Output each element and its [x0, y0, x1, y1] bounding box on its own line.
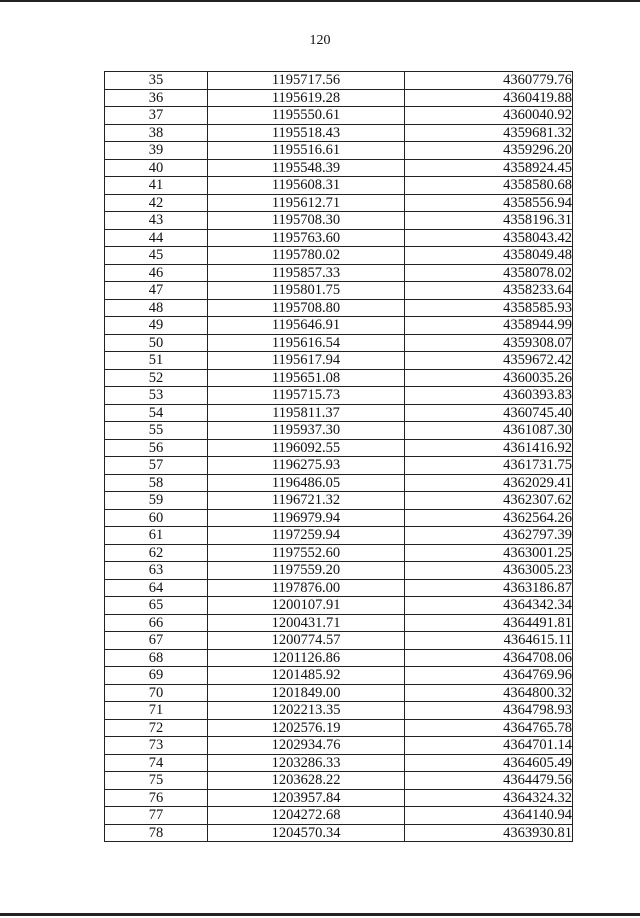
- y-coordinate-cell: 4362564.26: [405, 509, 573, 527]
- table-row: [105, 229, 573, 247]
- table-row: [105, 492, 573, 510]
- point-number-cell: 58: [105, 474, 208, 492]
- y-coordinate-cell: 4363005.23: [405, 562, 573, 580]
- x-coordinate-cell: 1203286.33: [208, 754, 405, 772]
- top-border: [0, 0, 640, 2]
- y-coordinate-cell: 4358944.99: [405, 317, 573, 335]
- point-number-cell: 61: [105, 527, 208, 545]
- table-row: [105, 439, 573, 457]
- point-number-cell: 46: [105, 264, 208, 282]
- table-row: [105, 789, 573, 807]
- y-coordinate-cell: 4359681.32: [405, 124, 573, 142]
- table-row: [105, 737, 573, 755]
- table-row: [105, 369, 573, 387]
- table-row: [105, 702, 573, 720]
- point-number-cell: 45: [105, 247, 208, 265]
- y-coordinate-cell: 4361731.75: [405, 457, 573, 475]
- x-coordinate-cell: 1201126.86: [208, 649, 405, 667]
- y-coordinate-cell: 4358580.68: [405, 177, 573, 195]
- point-number-cell: 65: [105, 597, 208, 615]
- x-coordinate-cell: 1195708.80: [208, 299, 405, 317]
- x-coordinate-cell: 1196721.32: [208, 492, 405, 510]
- table-row: [105, 317, 573, 335]
- point-number-cell: 63: [105, 562, 208, 580]
- point-number-cell: 35: [105, 72, 208, 90]
- table-row: [105, 544, 573, 562]
- y-coordinate-cell: 4362307.62: [405, 492, 573, 510]
- table-row: [105, 334, 573, 352]
- point-number-cell: 37: [105, 107, 208, 125]
- x-coordinate-cell: 1200774.57: [208, 632, 405, 650]
- table-row: [105, 247, 573, 265]
- x-coordinate-cell: 1195516.61: [208, 142, 405, 160]
- x-coordinate-cell: 1195811.37: [208, 404, 405, 422]
- y-coordinate-cell: 4364769.96: [405, 667, 573, 685]
- x-coordinate-cell: 1195646.91: [208, 317, 405, 335]
- point-number-cell: 53: [105, 387, 208, 405]
- y-coordinate-cell: 4360040.92: [405, 107, 573, 125]
- x-coordinate-cell: 1196092.55: [208, 439, 405, 457]
- table-row: [105, 264, 573, 282]
- x-coordinate-cell: 1195763.60: [208, 229, 405, 247]
- point-number-cell: 69: [105, 667, 208, 685]
- x-coordinate-cell: 1197559.20: [208, 562, 405, 580]
- y-coordinate-cell: 4358043.42: [405, 229, 573, 247]
- y-coordinate-cell: 4364798.93: [405, 702, 573, 720]
- point-number-cell: 47: [105, 282, 208, 300]
- point-number-cell: 38: [105, 124, 208, 142]
- table-row: [105, 387, 573, 405]
- y-coordinate-cell: 4359308.07: [405, 334, 573, 352]
- point-number-cell: 49: [105, 317, 208, 335]
- point-number-cell: 77: [105, 807, 208, 825]
- table-row: [105, 527, 573, 545]
- y-coordinate-cell: 4364615.11: [405, 632, 573, 650]
- table-row: [105, 772, 573, 790]
- y-coordinate-cell: 4361416.92: [405, 439, 573, 457]
- point-number-cell: 74: [105, 754, 208, 772]
- table-row: [105, 142, 573, 160]
- table-row: [105, 89, 573, 107]
- y-coordinate-cell: 4363001.25: [405, 544, 573, 562]
- x-coordinate-cell: 1203957.84: [208, 789, 405, 807]
- table-row: [105, 719, 573, 737]
- table-row: [105, 194, 573, 212]
- table-row: [105, 299, 573, 317]
- x-coordinate-cell: 1201849.00: [208, 684, 405, 702]
- x-coordinate-cell: 1195715.73: [208, 387, 405, 405]
- table-row: [105, 614, 573, 632]
- y-coordinate-cell: 4364800.32: [405, 684, 573, 702]
- y-coordinate-cell: 4358078.02: [405, 264, 573, 282]
- point-number-cell: 68: [105, 649, 208, 667]
- point-number-cell: 76: [105, 789, 208, 807]
- x-coordinate-cell: 1195708.30: [208, 212, 405, 230]
- table-row: [105, 72, 573, 90]
- table-row: [105, 177, 573, 195]
- x-coordinate-cell: 1195717.56: [208, 72, 405, 90]
- x-coordinate-cell: 1195780.02: [208, 247, 405, 265]
- x-coordinate-cell: 1202213.35: [208, 702, 405, 720]
- table-row: [105, 579, 573, 597]
- point-number-cell: 54: [105, 404, 208, 422]
- table-row: [105, 754, 573, 772]
- y-coordinate-cell: 4363186.87: [405, 579, 573, 597]
- page-number: 120: [309, 33, 331, 48]
- point-number-cell: 42: [105, 194, 208, 212]
- x-coordinate-cell: 1197876.00: [208, 579, 405, 597]
- x-coordinate-cell: 1195857.33: [208, 264, 405, 282]
- x-coordinate-cell: 1203628.22: [208, 772, 405, 790]
- point-number-cell: 50: [105, 334, 208, 352]
- y-coordinate-cell: 4364708.06: [405, 649, 573, 667]
- y-coordinate-cell: 4359672.42: [405, 352, 573, 370]
- x-coordinate-cell: 1195619.28: [208, 89, 405, 107]
- y-coordinate-cell: 4362797.39: [405, 527, 573, 545]
- y-coordinate-cell: 4358233.64: [405, 282, 573, 300]
- table-row: [105, 597, 573, 615]
- y-coordinate-cell: 4364701.14: [405, 737, 573, 755]
- x-coordinate-cell: 1195616.54: [208, 334, 405, 352]
- point-number-cell: 75: [105, 772, 208, 790]
- point-number-cell: 71: [105, 702, 208, 720]
- y-coordinate-cell: 4360779.76: [405, 72, 573, 90]
- y-coordinate-cell: 4360393.83: [405, 387, 573, 405]
- point-number-cell: 40: [105, 159, 208, 177]
- table-row: [105, 684, 573, 702]
- y-coordinate-cell: 4359296.20: [405, 142, 573, 160]
- y-coordinate-cell: 4362029.41: [405, 474, 573, 492]
- y-coordinate-cell: 4364491.81: [405, 614, 573, 632]
- x-coordinate-cell: 1202934.76: [208, 737, 405, 755]
- y-coordinate-cell: 4364479.56: [405, 772, 573, 790]
- point-number-cell: 48: [105, 299, 208, 317]
- table-row: [105, 474, 573, 492]
- table-row: [105, 562, 573, 580]
- y-coordinate-cell: 4364605.49: [405, 754, 573, 772]
- y-coordinate-cell: 4358049.48: [405, 247, 573, 265]
- y-coordinate-cell: 4358924.45: [405, 159, 573, 177]
- x-coordinate-cell: 1200431.71: [208, 614, 405, 632]
- x-coordinate-cell: 1201485.92: [208, 667, 405, 685]
- table-row: [105, 159, 573, 177]
- y-coordinate-cell: 4358556.94: [405, 194, 573, 212]
- x-coordinate-cell: 1195651.08: [208, 369, 405, 387]
- point-number-cell: 70: [105, 684, 208, 702]
- x-coordinate-cell: 1195550.61: [208, 107, 405, 125]
- point-number-cell: 56: [105, 439, 208, 457]
- x-coordinate-cell: 1196275.93: [208, 457, 405, 475]
- x-coordinate-cell: 1195801.75: [208, 282, 405, 300]
- point-number-cell: 60: [105, 509, 208, 527]
- x-coordinate-cell: 1196486.05: [208, 474, 405, 492]
- x-coordinate-cell: 1195617.94: [208, 352, 405, 370]
- y-coordinate-cell: 4364342.34: [405, 597, 573, 615]
- point-number-cell: 52: [105, 369, 208, 387]
- table-row: [105, 404, 573, 422]
- y-coordinate-cell: 4360035.26: [405, 369, 573, 387]
- point-number-cell: 73: [105, 737, 208, 755]
- x-coordinate-cell: 1195548.39: [208, 159, 405, 177]
- point-number-cell: 36: [105, 89, 208, 107]
- table-row: [105, 824, 573, 842]
- coordinates-table-body: [105, 72, 573, 842]
- x-coordinate-cell: 1197552.60: [208, 544, 405, 562]
- point-number-cell: 41: [105, 177, 208, 195]
- table-row: [105, 649, 573, 667]
- point-number-cell: 55: [105, 422, 208, 440]
- y-coordinate-cell: 4364765.78: [405, 719, 573, 737]
- x-coordinate-cell: 1195608.31: [208, 177, 405, 195]
- x-coordinate-cell: 1202576.19: [208, 719, 405, 737]
- table-row: [105, 632, 573, 650]
- table-row: [105, 807, 573, 825]
- table-row: [105, 352, 573, 370]
- point-number-cell: 78: [105, 824, 208, 842]
- x-coordinate-cell: 1204570.34: [208, 824, 405, 842]
- y-coordinate-cell: 4358585.93: [405, 299, 573, 317]
- y-coordinate-cell: 4358196.31: [405, 212, 573, 230]
- x-coordinate-cell: 1197259.94: [208, 527, 405, 545]
- table-row: [105, 282, 573, 300]
- point-number-cell: 64: [105, 579, 208, 597]
- table-row: [105, 509, 573, 527]
- table-row: [105, 107, 573, 125]
- y-coordinate-cell: 4361087.30: [405, 422, 573, 440]
- bottom-border: [0, 913, 640, 916]
- point-number-cell: 57: [105, 457, 208, 475]
- y-coordinate-cell: 4364324.32: [405, 789, 573, 807]
- point-number-cell: 66: [105, 614, 208, 632]
- y-coordinate-cell: 4364140.94: [405, 807, 573, 825]
- point-number-cell: 51: [105, 352, 208, 370]
- y-coordinate-cell: 4360419.88: [405, 89, 573, 107]
- table-row: [105, 212, 573, 230]
- y-coordinate-cell: 4363930.81: [405, 824, 573, 842]
- table-row: [105, 457, 573, 475]
- table-row: [105, 124, 573, 142]
- point-number-cell: 44: [105, 229, 208, 247]
- x-coordinate-cell: 1195518.43: [208, 124, 405, 142]
- point-number-cell: 72: [105, 719, 208, 737]
- table-row: [105, 667, 573, 685]
- table-row: [105, 422, 573, 440]
- x-coordinate-cell: 1195937.30: [208, 422, 405, 440]
- point-number-cell: 62: [105, 544, 208, 562]
- point-number-cell: 67: [105, 632, 208, 650]
- coordinates-table: [104, 71, 573, 842]
- x-coordinate-cell: 1196979.94: [208, 509, 405, 527]
- point-number-cell: 59: [105, 492, 208, 510]
- point-number-cell: 43: [105, 212, 208, 230]
- x-coordinate-cell: 1204272.68: [208, 807, 405, 825]
- y-coordinate-cell: 4360745.40: [405, 404, 573, 422]
- point-number-cell: 39: [105, 142, 208, 160]
- x-coordinate-cell: 1200107.91: [208, 597, 405, 615]
- x-coordinate-cell: 1195612.71: [208, 194, 405, 212]
